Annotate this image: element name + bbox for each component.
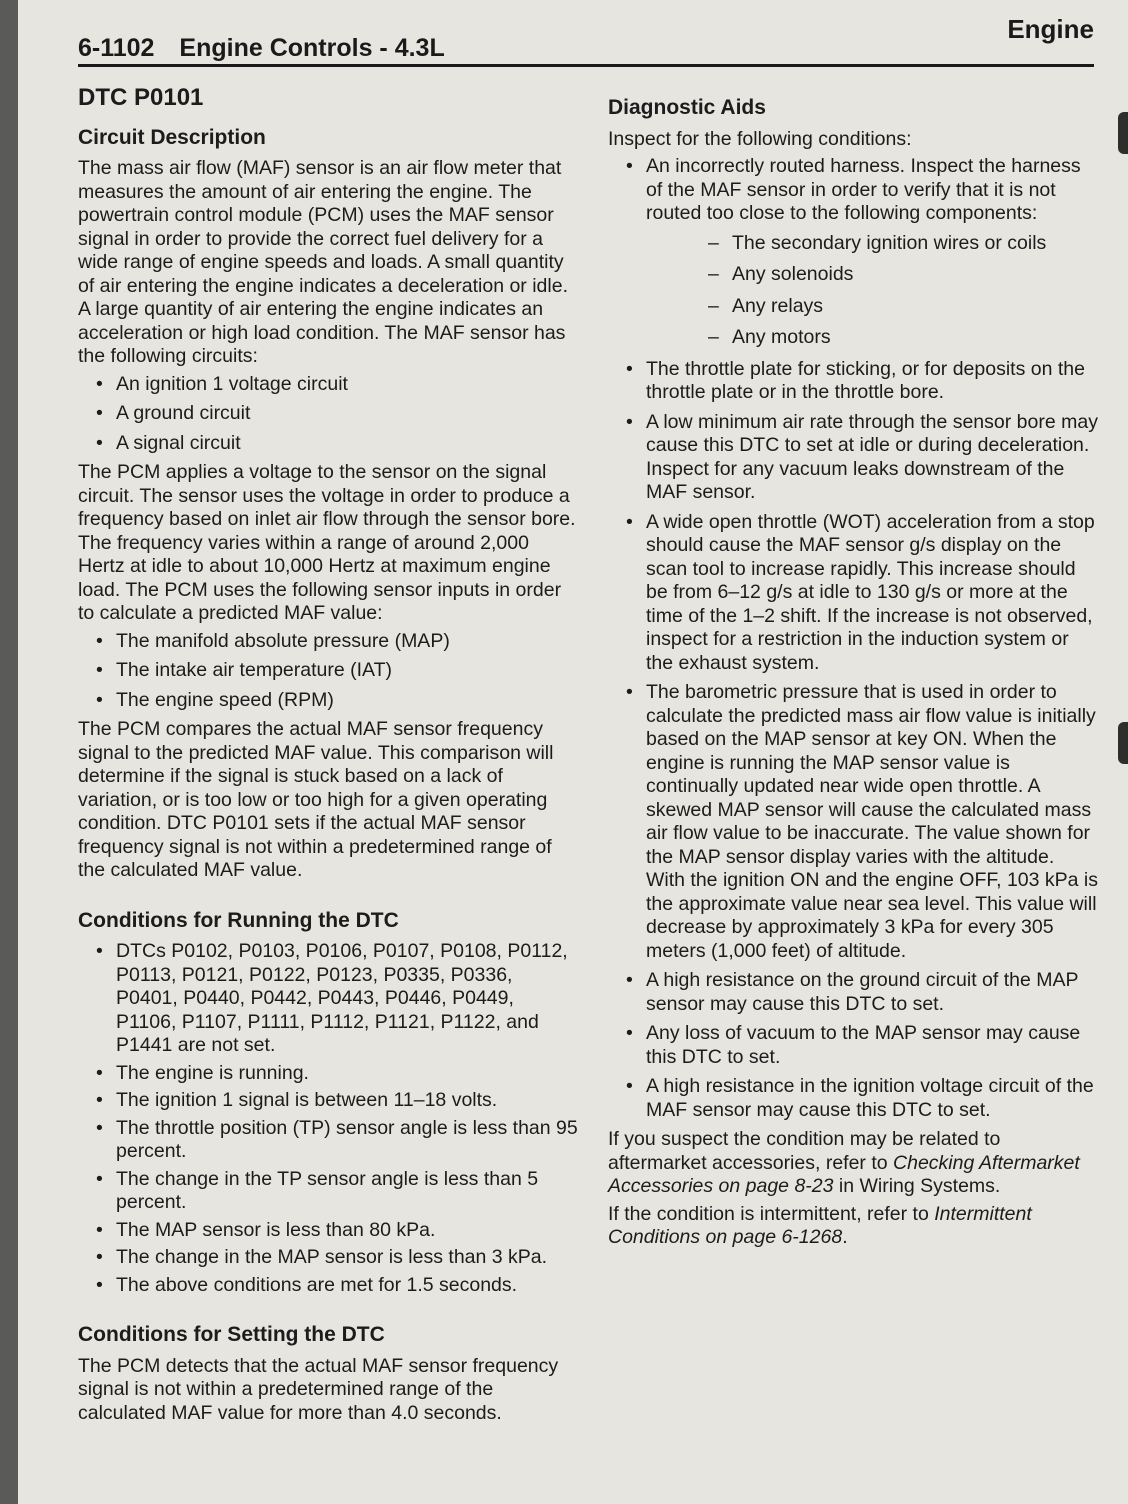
intermittent-link[interactable]: Intermittent Conditions on page 6-1268: [608, 1202, 1032, 1248]
diagnostic-aids-intro: Inspect for the following conditions:: [608, 127, 912, 150]
list-item: • The engine is running.: [78, 1062, 578, 1086]
list-item: • The above conditions are met for 1.5 seconds.: [78, 1274, 578, 1298]
binder-hole: [1118, 722, 1128, 764]
list-item: • The MAP sensor is less than 80 kPa.: [78, 1219, 578, 1243]
manual-page: [18, 0, 1128, 1504]
list-item: • The throttle plate for sticking, or for deposits on the throttle plate or in the throttle bore.: [608, 358, 1098, 405]
list-item: • The change in the MAP sensor is less than 3 kPa.: [78, 1246, 578, 1270]
list-item: • An ignition 1 voltage circuit: [78, 373, 578, 397]
list-item: • The barometric pressure that is used in order to calculate the predicted mass air flow value is initially based on the MAP sensor at key ON. When the engine is running the MAP sensor value is continually updated near wide open throttle. A skewed MAP sensor will cause the calculated mass air flow value to be inaccurate. The value shown for the MAP sensor display varies with the altitude. With the ignition ON and the engine OFF, 103 kPa is the approximate value near sea level. This value will decrease by approximately 3 kPa for every 305 meters (1,000 feet) of altitude.: [608, 681, 1098, 963]
list-item: • A ground circuit: [78, 402, 578, 426]
list-item: • The throttle position (TP) sensor angle is less than 95 percent.: [78, 1117, 578, 1164]
ref-text: in Wiring Systems.: [833, 1175, 1001, 1197]
list-item: • Any loss of vacuum to the MAP sensor may cause this DTC to set.: [608, 1022, 1098, 1069]
list-item: • The intake air temperature (IAT): [78, 659, 578, 683]
ref-text: If the condition is intermittent, refer to: [608, 1202, 935, 1225]
section-title: Engine Controls - 4.3L: [179, 34, 445, 62]
conditions-running-list: [78, 940, 578, 1297]
sub-list-item: – The secondary ignition wires or coils: [646, 232, 1098, 256]
list-item: • DTCs P0102, P0103, P0106, P0107, P0108, P0112, P0113, P0121, P0122, P0123, P0335, P0336, P0401, P0440, P0442, P0443, P0446, P0449, P1106, P1107, P1111, P1112, P1121, P1122, and P1441 are not set.: [78, 940, 578, 1058]
diagnostic-aids-heading: Diagnostic Aids: [608, 96, 766, 119]
harness-text: An incorrectly routed harness. Inspect the harness of the MAF sensor in order to verify that it is not routed too close to the following components:: [646, 155, 1081, 224]
list-item: • A high resistance on the ground circuit of the MAP sensor may cause this DTC to set.: [608, 969, 1098, 1016]
conditions-running-heading: Conditions for Running the DTC: [78, 908, 399, 932]
intermittent-reference: [608, 1203, 1098, 1250]
left-column: [78, 86, 578, 1429]
circuit-description-para: The PCM applies a voltage to the sensor on the signal circuit. The sensor uses the voltage in order to produce a frequency based on inlet air flow through the sensor bore. The frequency varies within a range of around 2,000 Hertz at idle to about 10,000 Hertz at maximum engine load. The PCM uses the following sensor inputs in order to calculate a predicted MAF value:: [78, 461, 576, 624]
section-tab: Engine: [1007, 14, 1094, 44]
sub-list-item: – Any solenoids: [646, 263, 1098, 287]
ref-text: If you suspect the condition may be related to aftermarket accessories, refer to: [608, 1128, 1001, 1174]
circuit-description-heading: Circuit Description: [78, 125, 266, 149]
right-column: [608, 96, 1098, 1254]
diagnostic-aids-list: [608, 155, 1098, 1122]
header-rule: [78, 64, 1094, 67]
conditions-setting-heading: Conditions for Setting the DTC: [78, 1323, 385, 1346]
list-item: [608, 155, 1098, 350]
list-item: • The change in the TP sensor angle is less than 5 percent.: [78, 1168, 578, 1215]
circuit-description-para: The PCM compares the actual MAF sensor frequency signal to the predicted MAF value. This comparison will determine if the signal is stuck based on a lack of variation, or is too low or too high for a given operating condition. DTC P0101 sets if the actual MAF sensor frequency signal is not within a predetermined range of the calculated MAF value.: [78, 718, 554, 881]
sub-list-item: – Any relays: [646, 295, 1098, 319]
sensor-input-list: [78, 630, 578, 713]
dtc-title: DTC P0101: [78, 84, 204, 111]
circuit-list: [78, 373, 578, 456]
aftermarket-reference: [608, 1128, 1098, 1199]
component-list: [646, 232, 1098, 350]
conditions-setting-text: The PCM detects that the actual MAF sensor frequency signal is not within a predetermined range of the calculated MAF value for more than 4.0 seconds.: [78, 1354, 559, 1424]
ref-text: .: [842, 1226, 848, 1248]
list-item: • The engine speed (RPM): [78, 689, 578, 713]
binder-hole: [1118, 112, 1128, 154]
sub-list-item: – Any motors: [646, 326, 1098, 350]
page-number: 6-1102: [78, 34, 155, 62]
list-item: • A high resistance in the ignition voltage circuit of the MAF sensor may cause this DTC to set.: [608, 1075, 1098, 1122]
list-item: • The manifold absolute pressure (MAP): [78, 630, 578, 654]
aftermarket-link[interactable]: Checking Aftermarket Accessories on page 8-23: [608, 1151, 1080, 1197]
circuit-description-para: The mass air flow (MAF) sensor is an air flow meter that measures the amount of air entering the engine. The powertrain control module (PCM) uses the MAF sensor signal in order to provide the correct fuel delivery for a wide range of engine speeds and loads. A small quantity of air entering the engine indicates a deceleration or idle. A large quantity of air entering the engine indicates an acceleration or high load condition. The MAF sensor has the following circuits:: [78, 157, 568, 367]
list-item: • The ignition 1 signal is between 11–18 volts.: [78, 1089, 578, 1113]
list-item: • A wide open throttle (WOT) acceleration from a stop should cause the MAF sensor g/s display on the scan tool to increase rapidly. This increase should be from 6–12 g/s at idle to 130 g/s or more at the time of the 1–2 shift. If the increase is not observed, inspect for a restriction in the induction system or the exhaust system.: [608, 511, 1098, 676]
list-item: • A signal circuit: [78, 432, 578, 456]
list-item: • A low minimum air rate through the sensor bore may cause this DTC to set at idle or during deceleration. Inspect for any vacuum leaks downstream of the MAF sensor.: [608, 411, 1098, 505]
page-header: [78, 34, 445, 63]
